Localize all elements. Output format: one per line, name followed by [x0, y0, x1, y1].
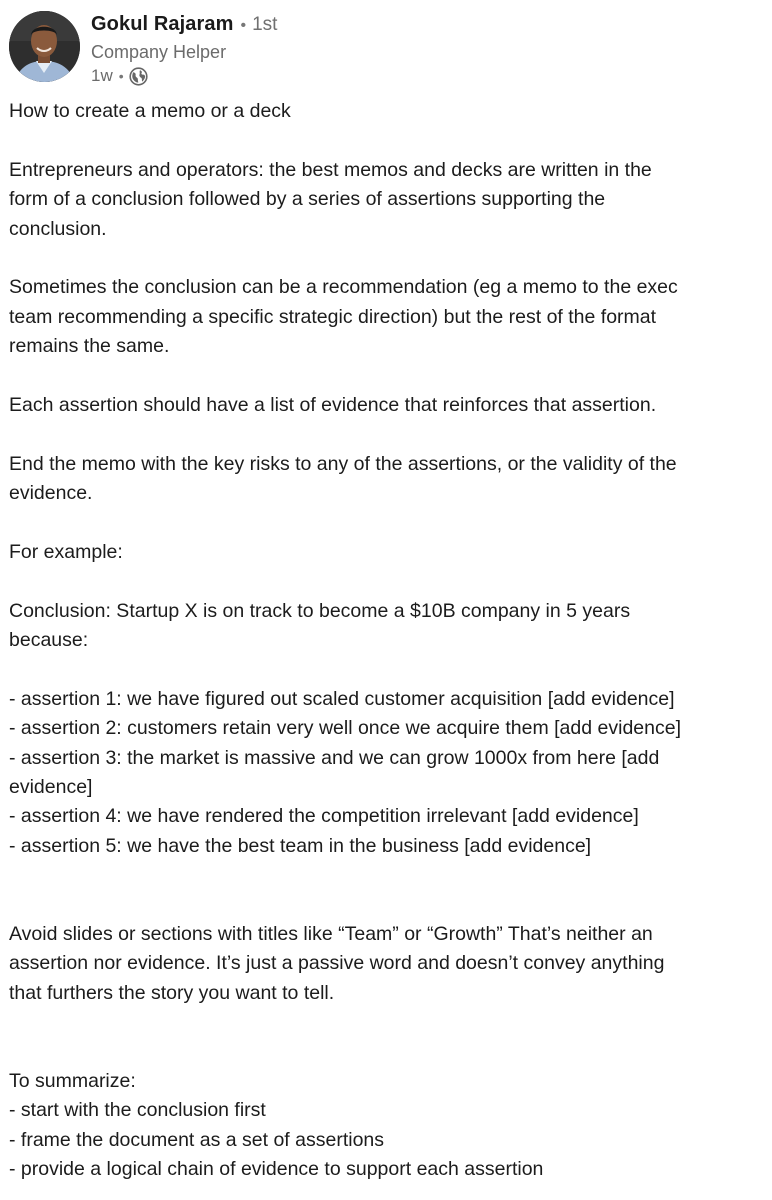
post-text-line: remains the same.: [9, 335, 170, 358]
globe-icon: [129, 67, 148, 86]
assertion-item: - assertion 3: the market is massive and we can grow 1000x from here [add: [9, 746, 660, 769]
summary-item: - frame the document as a set of assertions: [9, 1128, 385, 1151]
post-timestamp-row: [91, 64, 277, 88]
post-text-line: that furthers the story you want to tell.: [9, 981, 335, 1004]
post-text-line: Each assertion should have a list of evidence that reinforces that assertion.: [9, 393, 657, 416]
post-text-line: evidence.: [9, 482, 93, 505]
post-text-line: assertion nor evidence. It’s just a passive word and doesn’t convey anything: [9, 952, 665, 975]
summary-item: - start with the conclusion first: [9, 1099, 266, 1122]
post-text-line: Entrepreneurs and operators: the best memos and decks are written in the: [9, 158, 652, 181]
author-headline: Company Helper: [91, 42, 227, 62]
post-text-line: conclusion.: [9, 217, 107, 240]
post-text-line: form of a conclusion followed by a series of assertions supporting the: [9, 188, 606, 211]
post-body: [9, 97, 764, 1184]
post-text-line: End the memo with the key risks to any of the assertions, or the validity of the: [9, 452, 677, 475]
summary-heading: To summarize:: [9, 1069, 136, 1092]
author-avatar[interactable]: [9, 11, 80, 82]
post-text-line: For example:: [9, 540, 123, 563]
summary-item: - provide a logical chain of evidence to support each assertion: [9, 1158, 544, 1181]
separator-dot: •: [118, 68, 124, 84]
post-title: How to create a memo or a deck: [9, 100, 291, 122]
post-text-line: Sometimes the conclusion can be a recommendation (eg a memo to the exec: [9, 276, 678, 299]
assertion-item: - assertion 1: we have figured out scaled customer acquisition [add evidence]: [9, 687, 675, 710]
post-time: 1w: [91, 66, 113, 85]
assertion-item: - assertion 2: customers retain very well once we acquire them [add evidence]: [9, 717, 681, 740]
assertion-item: - assertion 5: we have the best team in the business [add evidence]: [9, 834, 592, 857]
assertion-item: evidence]: [9, 775, 93, 798]
post-text-line: team recommending a specific strategic direction) but the rest of the format: [9, 305, 657, 328]
author-meta: [91, 11, 277, 88]
post-header: [9, 11, 277, 85]
author-name-row: [91, 13, 277, 41]
post-text-line: Conclusion: Startup X is on track to become a $10B company in 5 years: [9, 599, 631, 622]
author-name[interactable]: Gokul Rajaram: [91, 13, 234, 35]
separator-dot: •: [240, 17, 247, 34]
post-text-line: because:: [9, 629, 89, 652]
post-text-line: Avoid slides or sections with titles like “Team” or “Growth” That’s neither an: [9, 922, 653, 945]
connection-degree: 1st: [252, 14, 278, 35]
assertion-item: - assertion 4: we have rendered the competition irrelevant [add evidence]: [9, 805, 639, 828]
